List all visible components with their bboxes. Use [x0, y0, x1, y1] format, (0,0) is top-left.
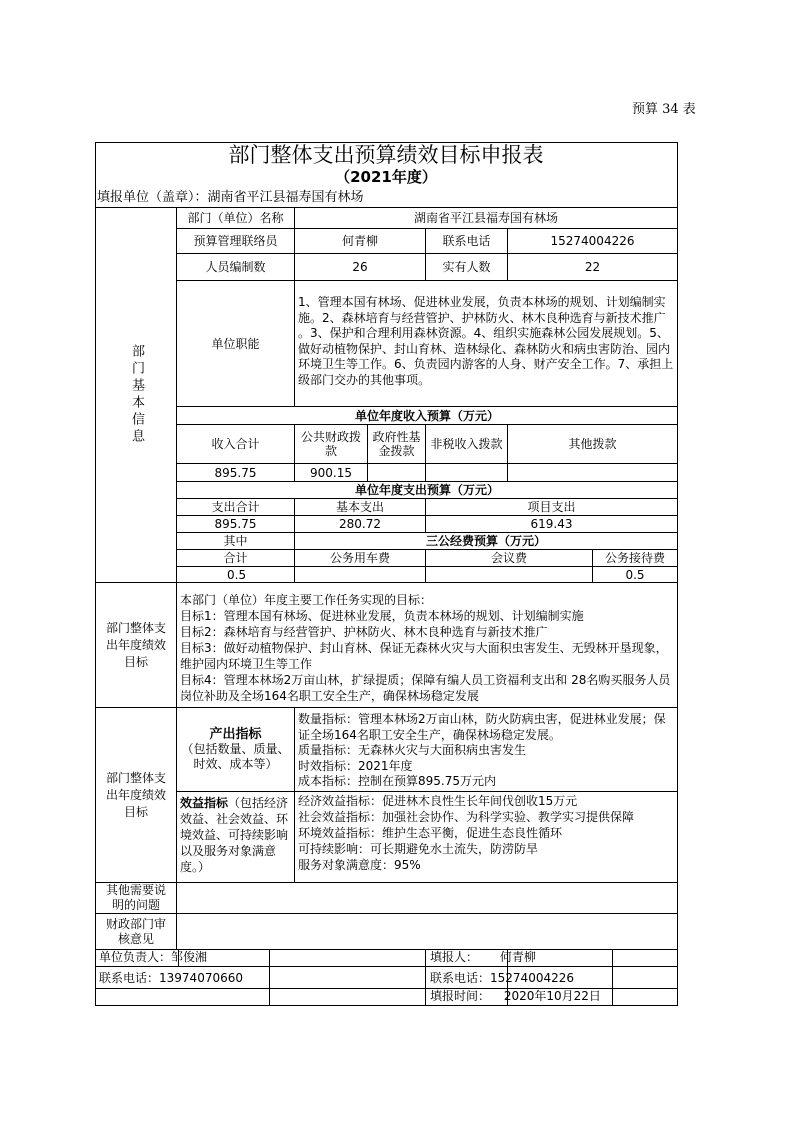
goals-text: 本部门（单位）年度主要工作任务实现的目标： 目标1：管理本国有林场、促进林业发展，负责本林场的规划、计划编制实施 目标2：森林培育与经营管护、护林防火、林木良种选育与新技术推广 目标3：做好动植物保护、封山育林、保证无森林火灾与大面积虫害发生、无毁林开垦现象，维护园内环境卫生等工作 目标4：管理本林场2万亩山林，扩绿提质；保障有编人员工资福利支出和 28名购买服务人员岗位补助及全场164名职工安全生产，确保林场稳定发展	[176, 582, 678, 708]
sangong-value-total: 0.5	[176, 566, 295, 583]
expense-value-total: 895.75	[176, 515, 295, 533]
year-label: （2021年度）	[335, 168, 437, 186]
footer-filler	[430, 950, 536, 965]
unit-line: 填报单位（盖章）：湖南省平江县福寿国有林场	[97, 190, 364, 205]
phone-label: 联系电话	[425, 228, 508, 254]
footer-filler-value: 何青柳	[499, 950, 536, 964]
income-header-nontax: 非税收入拨款	[425, 424, 508, 464]
expense-header-basic: 基本支出	[294, 498, 426, 516]
footer-head-value: 邹俊湘	[171, 950, 208, 964]
income-value-public: 900.15	[294, 463, 368, 482]
staff-label: 人员编制数	[176, 253, 295, 281]
goals-label: 部门整体支出年度绩效目标	[95, 582, 177, 708]
dept-name-value: 湖南省平江县福寿国有林场	[294, 207, 678, 229]
output-indicator-sub: （包括数量、质量、时效、成本等）	[181, 741, 290, 771]
output-indicator-title: 产出指标	[209, 726, 262, 742]
indicators-label: 部门整体支出年度绩效目标	[95, 707, 177, 883]
footer-filler-phone-label: 联系电话：	[430, 971, 491, 985]
finance-value	[176, 913, 678, 950]
dept-name-label: 部门（单位）名称	[176, 207, 295, 229]
sangong-header-meeting: 会议费	[425, 549, 593, 567]
footer-date	[430, 989, 601, 1004]
contact-value: 何青柳	[294, 228, 426, 254]
benefit-indicator-cell	[176, 791, 295, 883]
footer-head	[99, 950, 207, 965]
expense-qizhong: 其中	[176, 532, 295, 550]
duty-label: 单位职能	[176, 280, 295, 407]
expense-title: 单位年度支出预算（万元）	[176, 481, 678, 499]
income-value-other	[507, 463, 678, 482]
sangong-value-car	[294, 566, 426, 583]
sangong-header-car: 公务用车费	[294, 549, 426, 567]
output-indicator-cell	[176, 707, 295, 792]
benefit-indicator-title: 效益指标	[180, 796, 229, 810]
footer-date-value: 2020年10月22日	[503, 989, 601, 1003]
benefit-indicator-sub: （包括经济效益、社会效益、环境效益、可持续影响以及服务对象满意度。）	[180, 796, 289, 874]
income-header-public: 公共财政拨款	[294, 424, 368, 464]
footer-filler-phone-value: 15274004226	[490, 971, 574, 985]
income-header-other: 其他拨款	[507, 424, 678, 464]
footer-head-phone-label: 联系电话：	[99, 971, 160, 985]
expense-value-project: 619.43	[425, 515, 678, 533]
footer-filler-phone	[430, 971, 574, 986]
page-title: 部门整体支出预算绩效目标申报表	[228, 143, 544, 167]
footer-date-label: 填报时间：	[430, 989, 491, 1003]
actual-label: 实有人数	[425, 253, 508, 281]
sangong-title: 三公经费预算（万元）	[294, 532, 678, 550]
expense-header-total: 支出合计	[176, 498, 295, 516]
output-indicator-text: 数量指标：管理本林场2万亩山林，防火防病虫害，促进林业发展；保证全场164名职工安全生产，确保林场稳定发展。 质量指标：无森林火灾与大面积病虫害发生 时效指标：2021年度 成本指标：控制在预算895.75万元内	[294, 707, 678, 792]
income-value-fund	[367, 463, 426, 482]
income-header-fund: 政府性基金拨款	[367, 424, 426, 464]
income-header-total: 收入合计	[176, 424, 295, 464]
sangong-value-meeting	[425, 566, 593, 583]
sangong-header-reception: 公务接待费	[592, 549, 678, 567]
income-value-nontax	[425, 463, 508, 482]
sangong-value-reception: 0.5	[592, 566, 678, 583]
form-number: 预算 34 表	[632, 102, 696, 117]
actual-value: 22	[507, 253, 678, 281]
finance-label: 财政部门审核意见	[95, 913, 177, 950]
expense-header-project: 项目支出	[425, 498, 678, 516]
income-value-total: 895.75	[176, 463, 295, 482]
contact-label: 预算管理联络员	[176, 228, 295, 254]
basic-info-label: 部门基本信息	[95, 207, 177, 583]
other-label: 其他需要说明的问题	[95, 882, 177, 914]
footer-head-label: 单位负责人：	[99, 950, 172, 964]
footer-head-phone-value: 13974070660	[159, 971, 243, 985]
other-value	[176, 882, 678, 914]
sangong-header-total: 合计	[176, 549, 295, 567]
benefit-indicator-text: 经济效益指标：促进林木良性生长年间伐创收15万元 社会效益指标：加强社会协作、为科学实验、教学实习提供保障 环境效益指标：维护生态平衡，促进生态良性循环 可持续影响：可长期避免水土流失，防涝防旱 服务对象满意度：95%	[294, 791, 678, 883]
phone-value: 15274004226	[507, 228, 678, 254]
income-title: 单位年度收入预算（万元）	[176, 406, 678, 425]
footer-head-phone	[99, 971, 243, 986]
footer-filler-label: 填报人：	[430, 950, 479, 964]
duty-text: 1、管理本国有林场、促进林业发展，负责本林场的规划、计划编制实施。2、森林培育与经营管护、护林防火、林木良种选育与新技术推广 。3、保护和合理利用森林资源。4、组织实施森林公园发展规划。5、做好动植物保护、封山育林、造林绿化、森林防火和病虫害防治、园内环境卫生等工作。6、负责园内游客的人身、财产安全工作。7、承担上级部门交办的其他事项。	[294, 280, 678, 407]
staff-value: 26	[294, 253, 426, 281]
expense-value-basic: 280.72	[294, 515, 426, 533]
